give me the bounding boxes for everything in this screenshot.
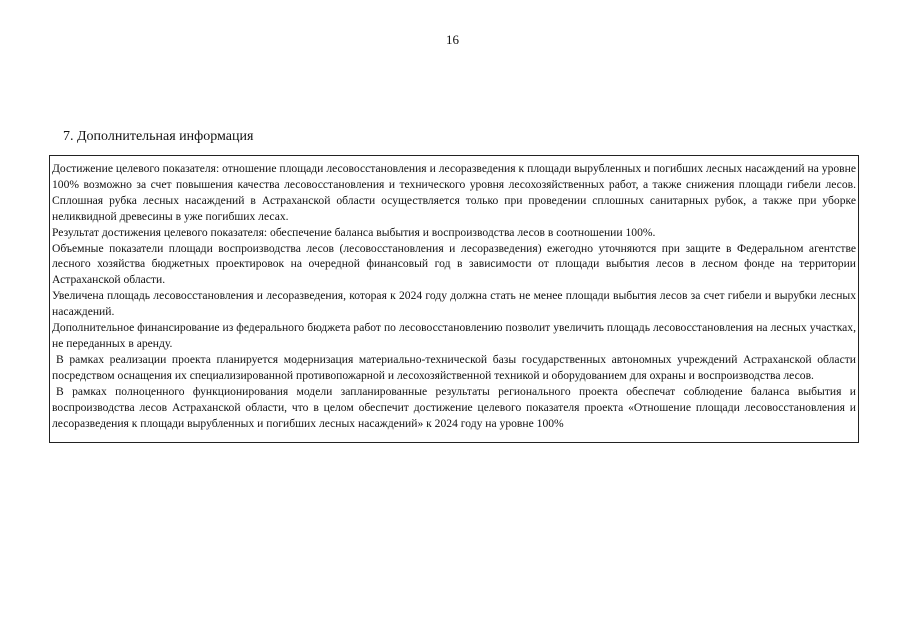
paragraph-modernization: В рамках реализации проекта планируется модернизация материально-технической базы государственных автономных учреждений Астраханской области посредством оснащения их специализированной противопожарной и лесохозяйственной техникой и оборудованием для охраны и воспроизводства лесов. (52, 352, 856, 382)
additional-info-box (49, 155, 859, 443)
paragraph-volume-indicators: Объемные показатели площади воспроизводства лесов (лесовосстановления и лесоразведения) ежегодно уточняются при защите в Федеральном агентстве лесного хозяйства бюджетных проектировок на очередной финансовый год в зависимости от площади выбытия лесов в лесном фонде на территории Астраханской области. (52, 241, 856, 287)
page-number: 16 (446, 32, 459, 47)
paragraph-area-increase: Увеличена площадь лесовосстановления и лесоразведения, которая к 2024 году должна стать не менее площади выбытия лесов за счет гибели и вырубки лесных насаждений. (52, 289, 856, 319)
paragraph-target-indicator: Достижение целевого показателя: отношение площади лесовосстановления и лесоразведения к площади вырубленных и погибших лесных насаждений на уровне 100% возможно за счет повышения качества лесовосстановления и технического уровня лесохозяйственных работ, а также снижения площади гибели лесов. Сплошная рубка лесных насаждений в Астраханской области осуществляется только при проведении сплошных санитарных рубок, а также при уборке неликвидной древесины в уже погибших лесах. (52, 162, 856, 223)
section-heading: 7. Дополнительная информация (63, 129, 254, 144)
paragraph-additional-funding: Дополнительное финансирование из федерального бюджета работ по лесовосстановлению позволит увеличить площадь лесовосстановления на лесных участках, не переданных в аренду. (52, 321, 856, 350)
paragraph-result: Результат достижения целевого показателя: обеспечение баланса выбытия и воспроизводства лесов в соотношении 100%. (52, 225, 656, 239)
paragraph-model-results: В рамках полноценного функционирования модели запланированные результаты регионального проекта обеспечат соблюдение баланса выбытия и воспроизводства лесов Астраханской области, что в целом обеспечит достижение целевого показателя проекта «Отношение площади лесовосстановления и лесоразведения к площади вырубленных и погибших лесных насаждений» к 2024 году на уровне 100% (52, 384, 856, 430)
